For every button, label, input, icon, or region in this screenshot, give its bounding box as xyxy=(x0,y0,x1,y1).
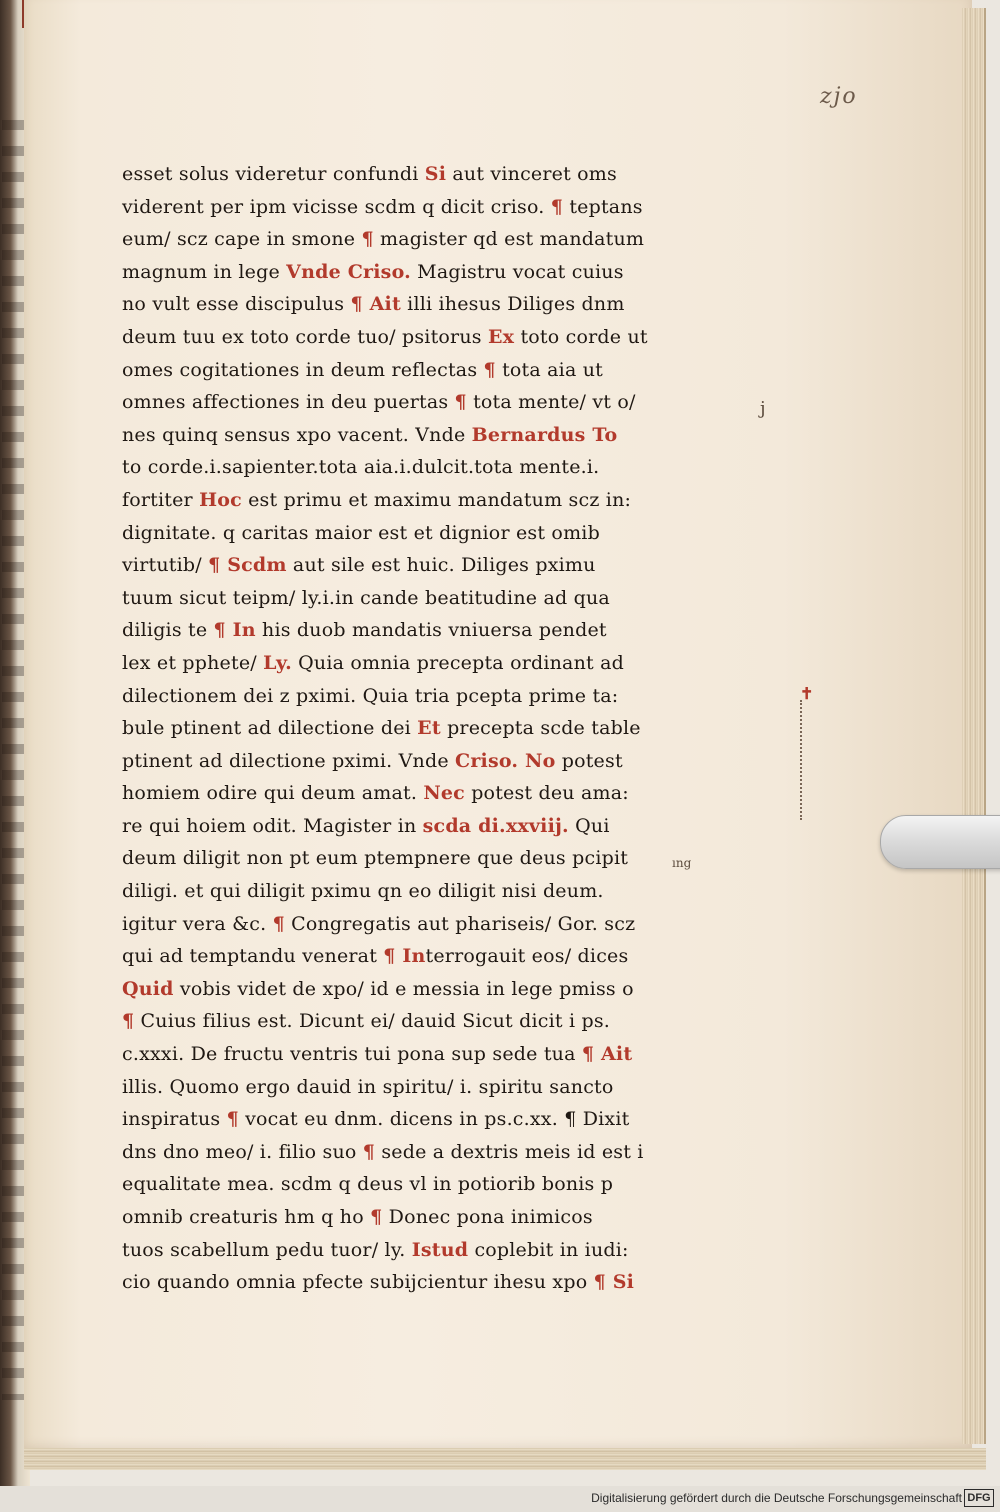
text-line xyxy=(122,517,782,550)
line-text: tota mente/ vt o/ xyxy=(466,391,636,414)
text-line xyxy=(122,1005,782,1038)
rubricated-text: ¶ xyxy=(370,1206,383,1228)
text-line xyxy=(122,745,782,778)
text-line xyxy=(122,973,782,1006)
line-text: inspiratus xyxy=(122,1108,227,1131)
text-line xyxy=(122,712,782,745)
line-text: terrogauit eos/ dices xyxy=(425,945,629,968)
dfg-logo: DFG xyxy=(964,1489,994,1507)
text-line xyxy=(122,614,782,647)
line-text: potest xyxy=(555,749,623,772)
text-line xyxy=(122,223,782,256)
line-text: sede a dextris meis id est i xyxy=(375,1140,644,1163)
margin-note: j xyxy=(760,398,766,419)
line-text: illi ihesus Diliges dnm xyxy=(400,293,625,316)
line-text: fortiter xyxy=(122,488,200,511)
rubricated-text: ¶ xyxy=(226,1108,239,1131)
text-line xyxy=(122,549,782,582)
rubricated-text: Nec xyxy=(423,782,465,805)
rubricated-text: Ly. xyxy=(263,651,292,674)
rubricated-text: Hoc xyxy=(199,488,242,511)
rubricated-text: Si xyxy=(424,163,447,185)
line-text: viderent per ipm vicisse scdm q dicit criso. xyxy=(122,195,551,218)
line-text: c.xxxi. De fructu ventris tui pona sup sede tua xyxy=(122,1043,582,1066)
line-text: tuos scabellum pedu tuor/ ly. xyxy=(122,1238,412,1261)
line-text: equalitate mea. scdm q deus vl in potiorib bonis p xyxy=(122,1173,614,1196)
line-text: potest deu ama: xyxy=(464,782,629,805)
line-text: to corde.i.sapienter.tota aia.i.dulcit.tota mente.i. xyxy=(122,456,600,479)
line-text: re qui hoiem odit. Magister in xyxy=(122,814,423,837)
text-line xyxy=(122,419,782,452)
line-text: tota aia ut xyxy=(495,358,603,381)
text-line xyxy=(122,647,782,680)
line-text: homiem odire qui deum amat. xyxy=(122,782,424,805)
text-line xyxy=(122,1234,782,1267)
text-line xyxy=(122,940,782,973)
line-text: Magistru vocat cuius xyxy=(410,260,624,283)
rubricated-text: ¶ In xyxy=(383,945,426,968)
text-line xyxy=(122,582,782,615)
rubricated-text: Bernardus To xyxy=(471,423,618,446)
line-text: ptinent ad dilectione pximi. Vnde xyxy=(122,749,456,772)
line-text: bule ptinent ad dilectione dei xyxy=(122,717,418,740)
rubricated-text: Et xyxy=(417,717,441,740)
line-text: deum diligit non pt eum ptempnere que deus pcipit xyxy=(122,847,629,870)
line-text: Congregatis aut phariseis/ Gor. scz xyxy=(284,912,636,935)
text-line xyxy=(122,484,782,517)
line-text: cio quando omnia pfecte subijcientur ihesu xpo xyxy=(122,1271,594,1294)
rubricated-text: Vnde Criso. xyxy=(286,260,411,283)
line-text: omnib creaturis hm q ho xyxy=(122,1206,371,1228)
line-text: teptans xyxy=(563,195,643,218)
page-clip-bookmark xyxy=(880,815,1000,869)
line-text: eum/ scz cape in smone xyxy=(122,228,362,251)
footer-credit: Digitalisierung gefördert durch die Deutsche Forschungsgemeinschaft xyxy=(591,1491,962,1505)
text-line xyxy=(122,191,782,224)
line-text: Qui xyxy=(568,814,610,837)
text-line xyxy=(122,451,782,484)
line-text: vocat eu dnm. dicens in ps.c.xx. ¶ Dixit xyxy=(238,1108,630,1131)
text-line xyxy=(122,680,782,713)
text-column xyxy=(122,158,782,1299)
text-line xyxy=(122,386,782,419)
line-text: diligi. et qui diligit pximu qn eo diligit nisi deum. xyxy=(122,880,604,903)
text-line xyxy=(122,875,782,908)
red-margin-marker: ✝ xyxy=(800,684,814,703)
rubricated-text: ¶ xyxy=(454,391,467,414)
rubricated-text: Quid xyxy=(122,977,174,1000)
line-text: est primu et maximu mandatum scz in: xyxy=(241,488,632,511)
text-line xyxy=(122,777,782,810)
interlinear-note: ıng xyxy=(672,856,692,870)
rubricated-text: ¶ Ait xyxy=(581,1043,633,1066)
line-text: magnum in lege xyxy=(122,260,287,283)
line-text: nes quinq sensus xpo vacent. Vnde xyxy=(122,423,472,446)
rubricated-text: ¶ xyxy=(483,358,496,381)
line-text: dns dno meo/ i. filio suo xyxy=(122,1140,363,1163)
folio-number: zjo xyxy=(820,84,858,109)
text-line xyxy=(122,256,782,289)
text-line xyxy=(122,1201,782,1234)
text-line xyxy=(122,1103,782,1136)
line-text: no vult esse discipulus xyxy=(122,293,351,316)
line-text: tuum sicut teipm/ ly.i.in cande beatitudine ad qua xyxy=(122,586,610,609)
line-text: qui ad temptandu venerat xyxy=(122,945,384,968)
rubricated-text: Ex xyxy=(487,325,515,348)
rubricated-text: ¶ xyxy=(362,1140,376,1163)
line-text: precepta scde table xyxy=(440,717,641,740)
line-text: omnes affectiones in deu puertas xyxy=(122,391,455,414)
line-text: his duob mandatis vniuersa pendet xyxy=(255,619,607,642)
text-line xyxy=(122,1266,782,1299)
line-text: Cuius filius est. Dicunt ei/ dauid Sicut dicit i ps. xyxy=(134,1010,611,1033)
line-text: coplebit in iudi: xyxy=(468,1238,629,1261)
text-line xyxy=(122,1136,782,1169)
rubricated-text: ¶ Ait xyxy=(350,293,401,316)
line-text: toto corde ut xyxy=(514,325,648,348)
text-line xyxy=(122,288,782,321)
text-line xyxy=(122,321,782,354)
rubricated-text: ¶ xyxy=(272,912,285,935)
line-text: magister qd est mandatum xyxy=(373,228,645,251)
rubricated-text: ¶ In xyxy=(213,619,256,642)
rubricated-text: ¶ Scdm xyxy=(208,554,287,577)
rubricated-text: ¶ xyxy=(550,195,564,218)
line-text: aut sile est huic. Diliges pximu xyxy=(286,554,596,577)
line-text: dilectionem dei z pximi. Quia tria pcepta prime ta: xyxy=(122,684,619,707)
page-edges-right xyxy=(962,8,986,1444)
text-line xyxy=(122,354,782,387)
rubricated-text: Criso. No xyxy=(455,749,556,772)
line-text: virtutib/ xyxy=(122,554,209,577)
line-text: omes cogitationes in deum reflectas xyxy=(122,358,484,381)
line-text: dignitate. q caritas maior est et dignior est omib xyxy=(122,521,600,544)
text-line xyxy=(122,810,782,843)
line-text: Donec pona inimicos xyxy=(382,1206,593,1228)
rubricated-text: ¶ xyxy=(361,228,374,251)
line-text: lex et pphete/ xyxy=(122,651,264,674)
text-line xyxy=(122,158,782,191)
text-line xyxy=(122,1071,782,1104)
rubricated-text: scda di.xxviij. xyxy=(422,814,569,837)
margin-dotted-line xyxy=(800,700,804,820)
line-text: Quia omnia precepta ordinant ad xyxy=(291,651,624,674)
page-edges-bottom xyxy=(24,1448,986,1470)
line-text: deum tuu ex toto corde tuo/ psitorus xyxy=(122,325,488,348)
text-line xyxy=(122,908,782,941)
line-text: esset solus videretur confundi xyxy=(122,163,425,185)
line-text: aut vinceret oms xyxy=(446,163,617,185)
line-text: diligis te xyxy=(122,619,214,642)
line-text: igitur vera &c. xyxy=(122,912,273,935)
rubricated-text: ¶ xyxy=(122,1010,135,1033)
text-line xyxy=(122,1038,782,1071)
rubricated-text: Istud xyxy=(411,1238,469,1261)
line-text: illis. Quomo ergo dauid in spiritu/ i. spiritu sancto xyxy=(122,1075,614,1098)
line-text: vobis videt de xpo/ id e messia in lege pmiss o xyxy=(173,977,634,1000)
text-line xyxy=(122,1168,782,1201)
text-line xyxy=(122,842,782,875)
rubricated-text: ¶ Si xyxy=(593,1271,635,1294)
